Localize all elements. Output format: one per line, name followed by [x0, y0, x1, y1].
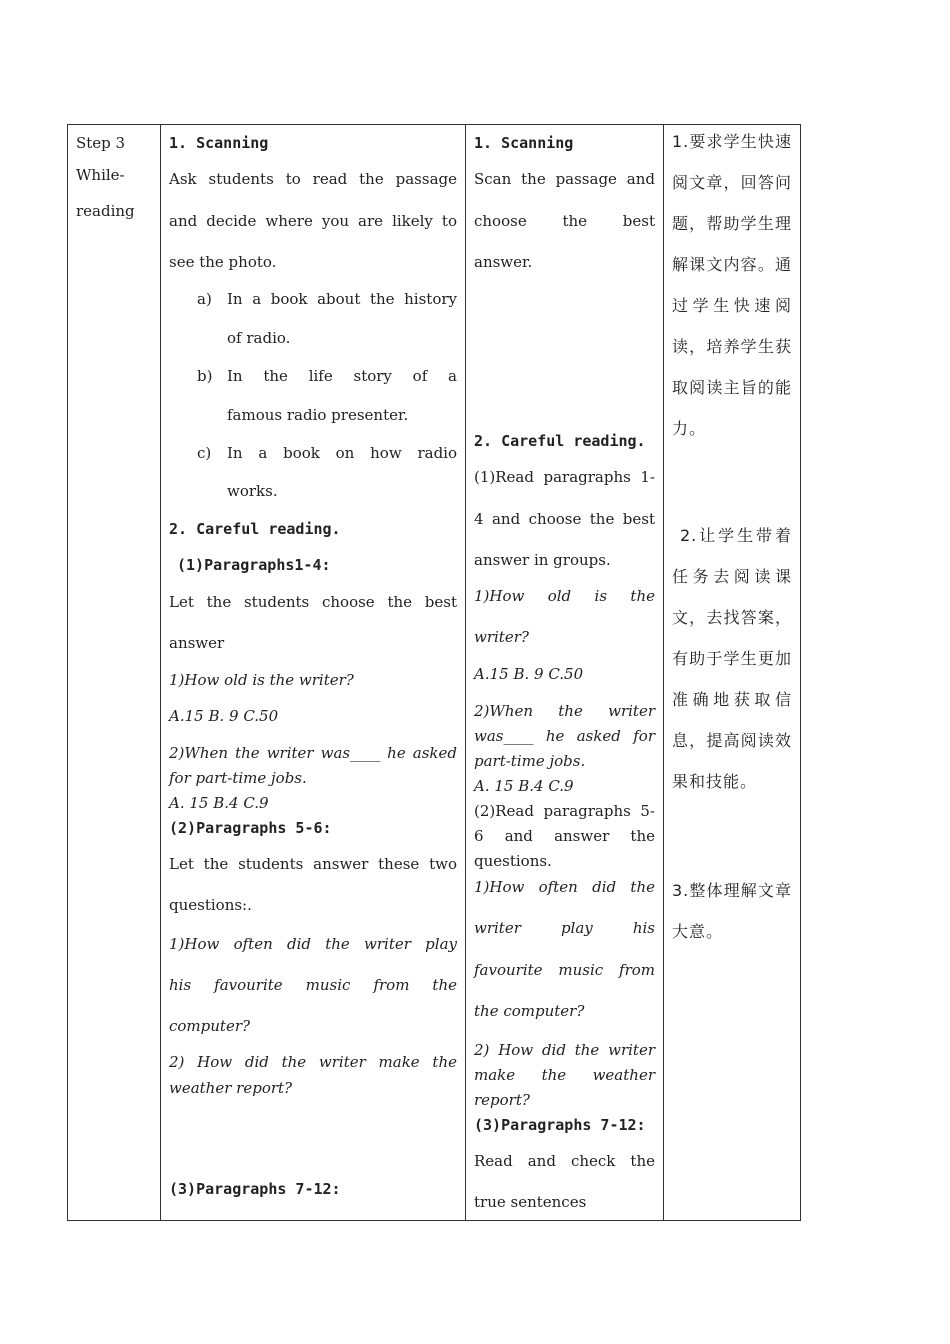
step-cell [68, 125, 161, 1221]
read-instruction-line: true sentences [474, 1193, 587, 1211]
question-2-line: was____ he asked for [474, 727, 655, 745]
option-a [169, 283, 457, 361]
question-3-line: writer play his [474, 919, 655, 937]
careful-reading-title: 2. Careful reading. [474, 432, 646, 450]
question-2-options: A. 15 B.4 C.9 [169, 794, 269, 812]
option-text: In a book on how radio [227, 444, 457, 462]
question-2-line: 2)When the writer [474, 702, 655, 720]
question-1-options: A.15 B. 9 C.50 [474, 665, 584, 683]
option-b [169, 361, 457, 439]
read-instruction-line: answer in groups. [474, 551, 611, 569]
question-3-line: 1)How often did the [474, 878, 655, 896]
scanning-text-line: and decide where you are likely to [169, 212, 457, 230]
read-instruction-line: 4 and choose the best [474, 510, 655, 528]
question-3-line: his favourite music from the [169, 976, 457, 994]
read-instruction-line: 6 and answer the [474, 827, 655, 845]
scanning-text-line: see the photo. [169, 253, 277, 271]
teacher-activity-cell [161, 125, 466, 1221]
question-4-line: weather report? [169, 1079, 293, 1097]
question-2-options: A. 15 B.4 C.9 [474, 777, 574, 795]
instruction-line: Let the students choose the best [169, 593, 457, 611]
question-1-line: 1)How old is the [474, 587, 655, 605]
option-text: works. [227, 482, 278, 500]
lesson-plan-table [67, 124, 801, 1221]
question-3-line: 1)How often did the writer play [169, 935, 457, 953]
question-3-line: favourite music from [474, 961, 655, 979]
paragraphs-5-6-title: (2)Paragraphs 5-6: [169, 819, 332, 837]
question-3-line: computer? [169, 1017, 251, 1035]
option-label: b) [197, 367, 213, 385]
question-4-line: make the weather [474, 1066, 655, 1084]
option-text: famous radio presenter. [227, 406, 409, 424]
paragraphs-7-12-title: (3)Paragraphs 7-12: [169, 1180, 341, 1198]
option-label: a) [197, 290, 212, 308]
read-instruction-line: (1)Read paragraphs 1- [474, 468, 655, 486]
scanning-text-line: answer. [474, 253, 533, 271]
question-3-line: the computer? [474, 1002, 585, 1020]
question-1-line: writer? [474, 628, 529, 646]
stage-label-line1: While- [76, 166, 125, 184]
question-4-line: 2) How did the writer [474, 1041, 655, 1059]
instruction-line: answer [169, 634, 225, 652]
step-label: Step 3 [76, 134, 126, 152]
stage-label-line2: reading [76, 202, 135, 220]
student-activity-cell [466, 125, 664, 1221]
design-note-1: 1.要求学生快速阅文章，回答问题，帮助学生理解课文内容。通过学生快速阅读，培养学生获取阅读主旨的能力。 [672, 132, 792, 438]
careful-reading-title: 2. Careful reading. [169, 520, 341, 538]
read-instruction-line: questions. [474, 852, 552, 870]
question-2-line: part-time jobs. [474, 752, 586, 770]
step3-row [68, 125, 801, 1221]
design-intent-cell [664, 125, 801, 1221]
design-note-2: 2.让学生带着任务去阅读课文，去找答案，有助于学生更加准确地获取信息，提高阅读效果和技能。 [672, 526, 792, 791]
scanning-text-line: Scan the passage and [474, 170, 655, 188]
question-4-line: 2) How did the writer make the [169, 1053, 457, 1071]
read-instruction-line: Read and check the [474, 1152, 655, 1170]
option-text: In the life story of a [227, 367, 457, 385]
design-note-3: 3.整体理解文章大意。 [672, 881, 792, 941]
option-label: c) [197, 444, 212, 462]
question-1: 1)How old is the writer? [169, 671, 354, 689]
paragraphs-7-12-title: (3)Paragraphs 7-12: [474, 1116, 646, 1134]
paragraphs-1-4-title: (1)Paragraphs1-4: [177, 556, 331, 574]
question-4-line: report? [474, 1091, 530, 1109]
scanning-title: 1. Scanning [169, 134, 269, 152]
question-2-line: 2)When the writer was____ he asked [169, 744, 457, 762]
instruction-line: questions:. [169, 896, 252, 914]
scanning-title: 1. Scanning [474, 134, 574, 152]
option-c [169, 439, 457, 515]
instruction-line: Let the students answer these two [169, 855, 457, 873]
question-1-options: A.15 B. 9 C.50 [169, 707, 279, 725]
scanning-text-line: Ask students to read the passage [169, 170, 457, 188]
read-instruction-line: (2)Read paragraphs 5- [474, 802, 655, 820]
scanning-text-line: choose the best [474, 212, 655, 230]
question-2-line: for part-time jobs. [169, 769, 307, 787]
option-text: of radio. [227, 329, 291, 347]
option-text: In a book about the history [227, 290, 457, 308]
